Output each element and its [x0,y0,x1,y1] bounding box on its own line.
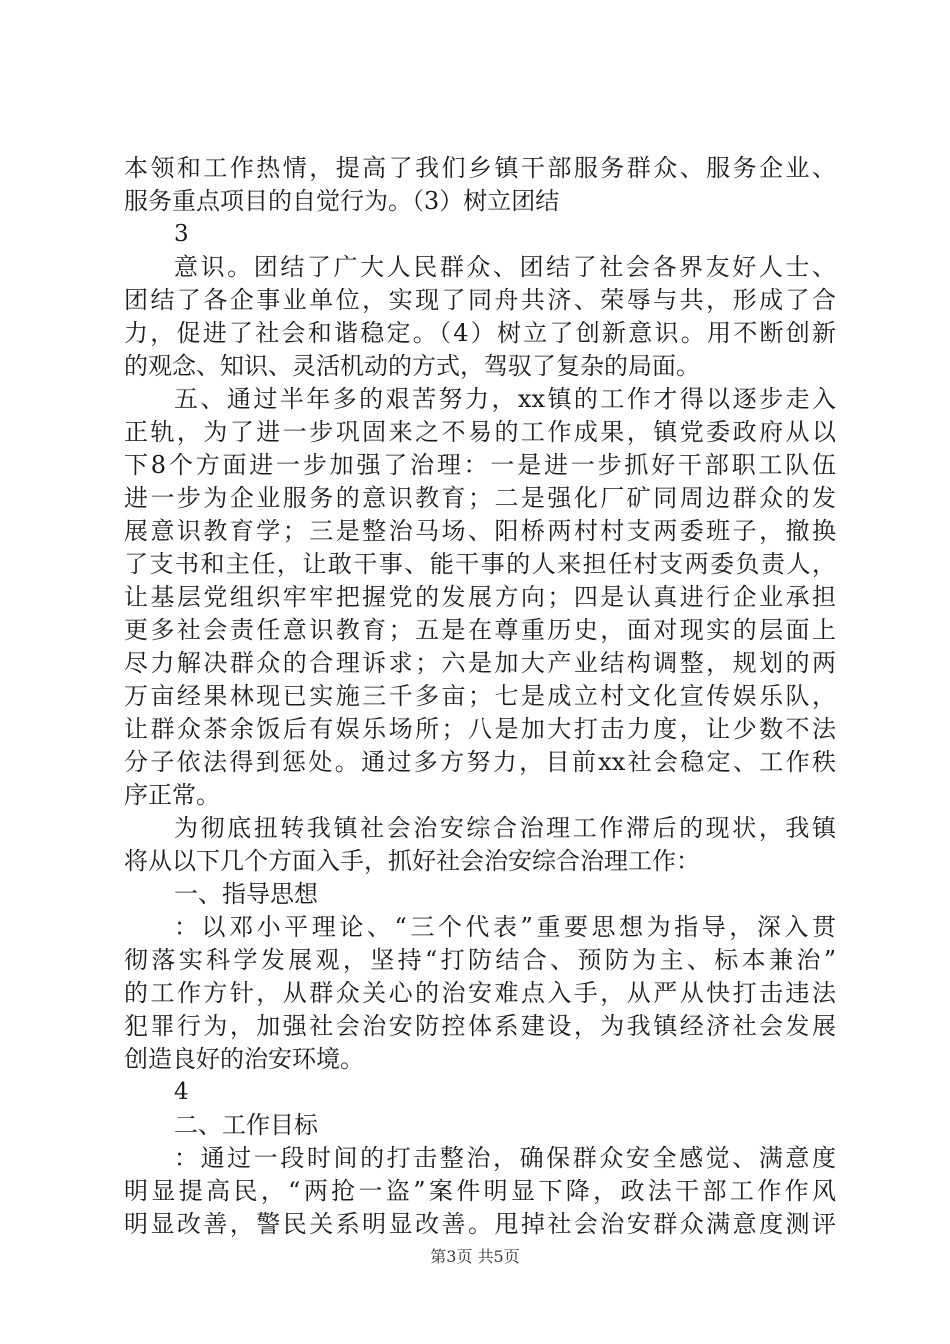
page-marker: 4 [174,1079,189,1105]
text-line: 下8个方面进一步加强了治理：一是进一步抓好干部职工队伍 [124,451,836,479]
text-line: 进一步为企业服务的意识教育；二是强化厂矿同周边群众的发 [124,484,836,512]
text-line: 意识。团结了广大人民群众、团结了社会各界友好人士、 [174,253,836,281]
text-line: ：通过一段时间的打击整治，确保群众安全感觉、满意度 [174,1144,836,1172]
text-line: 让基层党组织牢牢把握党的发展方向；四是认真进行企业承担 [124,583,836,611]
text-line: 犯罪行为，加强社会治安防控体系建设，为我镇经济社会发展 [124,1012,836,1040]
text-line: 二、工作目标 [174,1111,318,1139]
text-line: 尽力解决群众的合理诉求；六是加大产业结构调整，规划的两 [124,649,836,677]
text-line: ：以邓小平理论、“三个代表”重要思想为指导，深入贯 [174,913,836,941]
text-line: 一、指导思想 [174,880,318,908]
text-line: 让群众茶余饭后有娱乐场所；八是加大打击力度，让少数不法 [124,715,836,743]
text-line: 正轨，为了进一步巩固来之不易的工作成果，镇党委政府从以 [124,418,836,446]
text-line: 本领和工作热情，提高了我们乡镇干部服务群众、服务企业、 [124,154,836,182]
text-line: 将从以下几个方面入手，抓好社会治安综合治理工作： [124,847,700,875]
page-number-label: 第3页 共5页 [430,1247,520,1266]
text-line: 力，促进了社会和谐稳定。（4）树立了创新意识。用不断创新 [124,319,836,347]
text-line: 团结了各企事业单位，实现了同舟共济、荣辱与共，形成了合 [124,286,836,314]
document-body [124,152,836,1241]
page-footer [0,1244,950,1267]
text-line: 展意识教育学；三是整治马场、阳桥两村村支两委班子，撤换 [124,517,836,545]
text-line: 万亩经果林现已实施三千多亩；七是成立村文化宣传娱乐队， [124,682,836,710]
text-line: 为彻底扭转我镇社会治安综合治理工作滞后的现状，我镇 [174,814,836,842]
text-line: 创造良好的治安环境。 [124,1045,364,1073]
text-line: 彻落实科学发展观，坚持“打防结合、预防为主、标本兼治” [124,946,836,974]
text-line: 更多社会责任意识教育；五是在尊重历史，面对现实的层面上 [124,616,836,644]
text-line: 明显改善，警民关系明显改善。甩掉社会治安群众满意度测评 [124,1210,836,1238]
text-line: 五、通过半年多的艰苦努力，xx镇的工作才得以逐步走入 [174,385,836,413]
text-line: 明显提高民，“两抢一盗”案件明显下降，政法干部工作作风 [124,1177,836,1205]
text-line: 分子依法得到惩处。通过多方努力，目前xx社会稳定、工作秩 [124,748,836,776]
text-line: 了支书和主任，让敢干事、能干事的人来担任村支两委负责人， [124,550,836,578]
text-line: 的工作方针，从群众关心的治安难点入手，从严从快打击违法 [124,979,836,1007]
text-line: 的观念、知识、灵活机动的方式，驾驭了复杂的局面。 [124,352,700,380]
page-marker: 3 [174,221,189,247]
text-line: 序正常。 [124,781,220,809]
text-line: 服务重点项目的自觉行为。（3）树立团结 [124,187,560,215]
